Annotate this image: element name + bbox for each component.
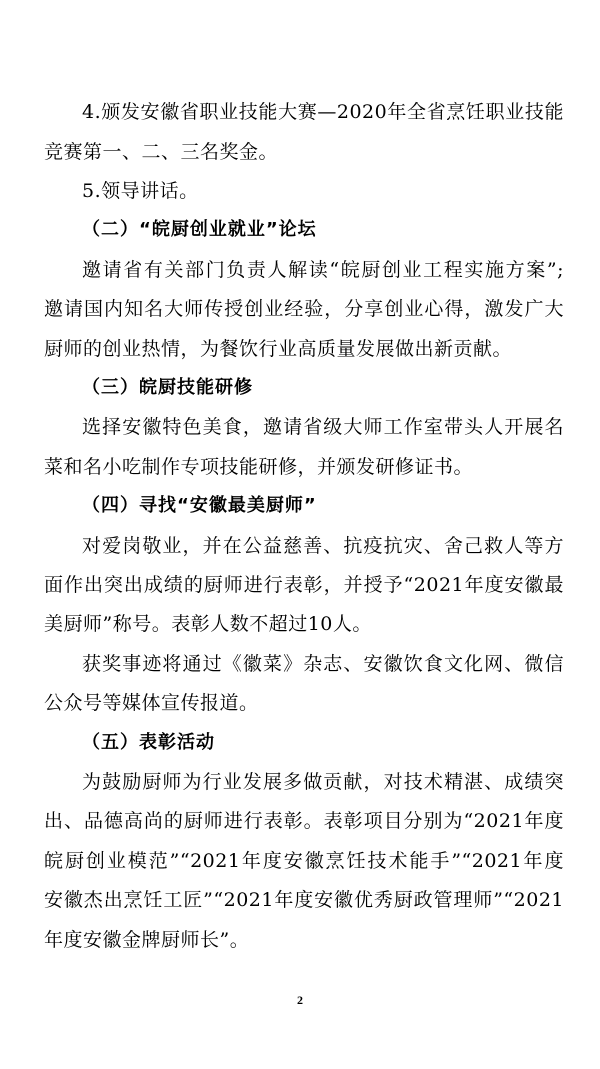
section-5-para-line-4: 安徽杰出烹饪工匠”“2021年度安徽优秀厨政管理师”“2021: [44, 889, 564, 911]
section-4-para2-line-2: 公众号等媒体宣传报道。: [44, 692, 259, 714]
section-4-para-line-3: 美厨师”称号。表彰人数不超过10人。: [44, 613, 372, 635]
item-5: 5.领导讲话。: [82, 180, 199, 202]
item-4-line-1: 4.颁发安徽省职业技能大赛—2020年全省烹饪职业技能: [82, 101, 564, 123]
section-3-para-line-1: 选择安徽特色美食，邀请省级大师工作室带头人开展名: [82, 416, 564, 438]
section-2-para-line-2: 邀请国内知名大师传授创业经验，分享创业心得，激发广大: [44, 298, 564, 320]
section-5-heading: （五）表彰活动: [82, 732, 215, 753]
section-2-heading: （二）“皖厨创业就业”论坛: [82, 219, 317, 240]
section-2-para-line-1: 邀请省有关部门负责人解读“皖厨创业工程实施方案”;: [82, 259, 564, 281]
section-3-para-line-2: 菜和名小吃制作专项技能研修，并颁发研修证书。: [44, 456, 474, 478]
section-5-para-line-5: 年度安徽金牌厨师长”。: [44, 929, 250, 951]
section-5-para-line-2: 出、品德高尚的厨师进行表彰。表彰项目分别为“2021年度: [44, 810, 564, 832]
section-3-heading: （三）皖厨技能研修: [82, 377, 253, 398]
item-4-line-2: 竞赛第一、二、三名奖金。: [44, 141, 279, 163]
section-2-para-line-3: 厨师的创业热情，为餐饮行业高质量发展做出新贡献。: [44, 338, 513, 360]
section-4-heading: （四）寻找“安徽最美厨师”: [82, 495, 317, 516]
section-4-para2-line-1: 获奖事迹将通过《徽菜》杂志、安徽饮食文化网、微信: [82, 653, 564, 675]
section-5-para-line-1: 为鼓励厨师为行业发展多做贡献，对技术精湛、成绩突: [82, 771, 564, 793]
section-4-para-line-2: 面作出突出成绩的厨师进行表彰，并授予“2021年度安徽最: [44, 574, 564, 596]
page-number: 2: [297, 993, 303, 1007]
section-5-para-line-3: 皖厨创业模范”“2021年度安徽烹饪技术能手”“2021年度: [44, 850, 564, 872]
section-4-para-line-1: 对爱岗敬业，并在公益慈善、抗疫抗灾、舍己救人等方: [82, 535, 564, 557]
